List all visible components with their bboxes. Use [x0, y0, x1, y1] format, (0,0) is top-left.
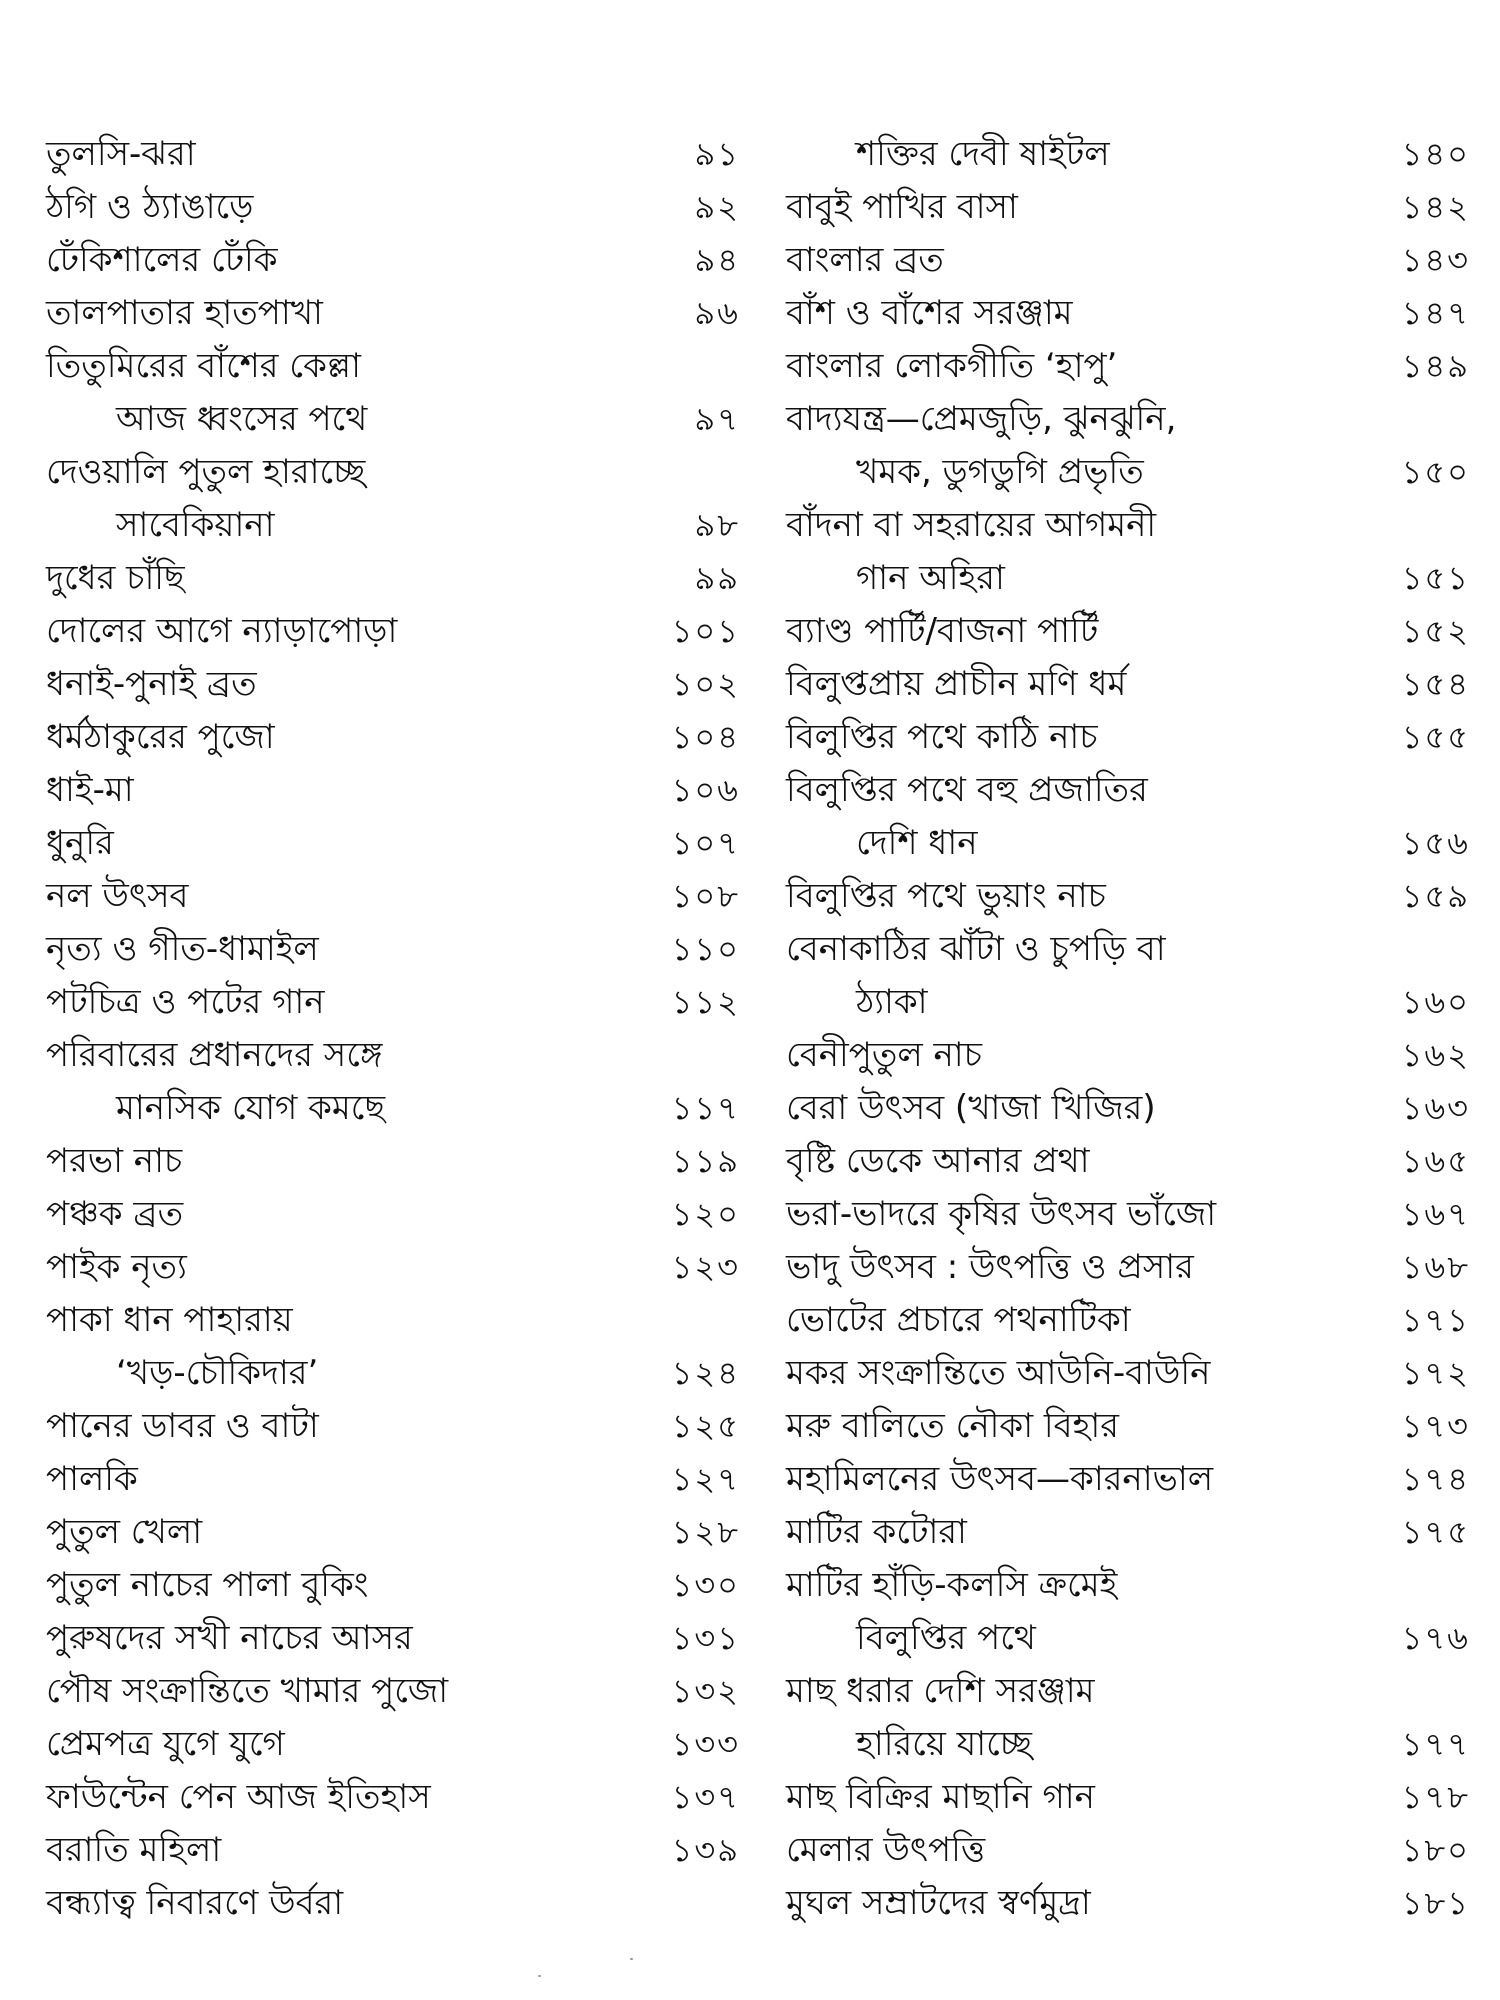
toc-entry-title: ফাউন্টেন পেন আজ ইতিহাস [46, 1777, 431, 1817]
toc-entry-page-number: ১০১ [671, 612, 740, 650]
toc-entry-title: দেশি ধান [856, 823, 978, 863]
toc-entry-title: বাবুই পাখির বাসা [786, 187, 1018, 227]
toc-entry-page-number: ১৩২ [671, 1672, 740, 1710]
toc-entry-title: খমক, ডুগডুগি প্রভৃতি [856, 452, 1144, 492]
toc-entry [40, 499, 740, 552]
toc-entry-page-number: ১৫৪ [1401, 665, 1470, 703]
toc-entry [40, 1188, 740, 1241]
toc-entry-title: মরু বালিতে নৌকা বিহার [786, 1406, 1119, 1446]
toc-entry-title: হারিয়ে যাচ্ছে [856, 1724, 1032, 1764]
toc-entry-page-number: ১১২ [671, 983, 740, 1021]
scan-speck [630, 1958, 633, 1960]
toc-entry-title: ধাই-মা [46, 770, 134, 810]
toc-entry-title: মাটির কটোরা [786, 1512, 967, 1552]
toc-entry-title: নল উৎসব [46, 876, 189, 916]
toc-entry [40, 1453, 740, 1506]
toc-entry [40, 1771, 740, 1824]
toc-entry [40, 1877, 740, 1930]
toc-entry-title: বেনাকাঠির ঝাঁটা ও চুপড়ি বা [786, 929, 1166, 969]
toc-entry [780, 1082, 1470, 1135]
toc-entry-title: বৃষ্টি ডেকে আনার প্রথা [786, 1141, 1090, 1181]
toc-entry [40, 923, 740, 976]
toc-entry-page-number: ১৪২ [1401, 188, 1470, 226]
toc-entry-page-number: ৯৭ [694, 400, 740, 438]
toc-entry-page-number: ১২৮ [671, 1513, 740, 1551]
contents-column-left [40, 128, 740, 1930]
toc-entry [780, 1506, 1470, 1559]
toc-entry-page-number: ৯৬ [694, 294, 740, 332]
toc-entry [780, 764, 1470, 817]
contents-column-right [780, 128, 1470, 1930]
toc-entry-title: ঢেঁকিশালের ঢেঁকি [46, 240, 278, 280]
toc-entry [40, 446, 740, 499]
toc-entry-title: মানসিক যোগ কমছে [116, 1088, 386, 1128]
toc-entry-page-number: ১৭৮ [1401, 1778, 1470, 1816]
toc-entry [40, 1612, 740, 1665]
toc-entry-title: পুতুল খেলা [46, 1512, 203, 1552]
toc-entry-title: পঞ্চক ব্রত [46, 1194, 184, 1234]
toc-entry-title: বাঁশ ও বাঁশের সরঞ্জাম [786, 293, 1073, 333]
toc-entry-page-number: ১৭৫ [1401, 1513, 1470, 1551]
toc-entry-page-number: ১৪৭ [1401, 294, 1470, 332]
toc-entry-page-number: ১৫৯ [1401, 877, 1470, 915]
toc-entry [780, 1400, 1470, 1453]
toc-entry [780, 870, 1470, 923]
toc-entry-title: মাছ বিক্রির মাছানি গান [786, 1777, 1095, 1817]
toc-entry-title: বিলুপ্তির পথে বহু প্রজাতির [786, 770, 1148, 810]
toc-entry-page-number: ১২৩ [671, 1248, 740, 1286]
toc-entry-title: মাছ ধরার দেশি সরঞ্জাম [786, 1671, 1095, 1711]
toc-entry [40, 1665, 740, 1718]
toc-entry [780, 1612, 1470, 1665]
toc-entry-page-number: ১০২ [671, 665, 740, 703]
toc-entry-page-number: ১৮০ [1401, 1831, 1470, 1869]
toc-entry [40, 817, 740, 870]
toc-entry [780, 711, 1470, 764]
toc-entry [780, 923, 1470, 976]
toc-entry [40, 1029, 740, 1082]
toc-entry [40, 552, 740, 605]
toc-entry-title: আজ ধ্বংসের পথে [116, 399, 368, 439]
toc-entry-title: ধনাই-পুনাই ব্রত [46, 664, 257, 704]
toc-entry [780, 1824, 1470, 1877]
toc-entry [40, 1082, 740, 1135]
toc-entry-title: পৌষ সংক্রান্তিতে খামার পুজো [46, 1671, 449, 1711]
toc-entry [780, 128, 1470, 181]
toc-entry-title: সাবেকিয়ানা [116, 505, 275, 545]
toc-entry [780, 605, 1470, 658]
toc-entry-page-number: ১০৮ [671, 877, 740, 915]
toc-entry-title: পটচিত্র ও পটের গান [46, 982, 325, 1022]
toc-entry-page-number: ৯২ [694, 188, 740, 226]
toc-entry-page-number: ১৩৭ [671, 1778, 740, 1816]
toc-entry-title: গান অহিরা [856, 558, 1005, 598]
toc-entry-title: দোলের আগে ন্যাড়াপোড়া [46, 611, 398, 651]
toc-entry-page-number: ১০৪ [671, 718, 740, 756]
toc-entry [40, 1400, 740, 1453]
toc-entry [40, 1718, 740, 1771]
toc-entry [40, 870, 740, 923]
toc-entry-page-number: ১০৭ [671, 824, 740, 862]
toc-entry-title: ভরা-ভাদরে কৃষির উৎসব ভাঁজো [786, 1194, 1217, 1234]
toc-entry-title: পালকি [46, 1459, 138, 1499]
toc-entry-title: ভোটের প্রচারে পথনাটিকা [786, 1300, 1131, 1340]
toc-entry [40, 393, 740, 446]
toc-entry-title: ‘খড়-চৌকিদার’ [116, 1353, 319, 1393]
toc-entry-page-number: ৯৯ [694, 559, 740, 597]
toc-entry-page-number: ৯৮ [694, 506, 740, 544]
toc-entry-title: বেরা উৎসব (খাজা খিজির) [786, 1088, 1156, 1128]
toc-entry-title: পরিবারের প্রধানদের সঙ্গে [46, 1035, 383, 1075]
toc-entry-page-number: ১৬০ [1401, 983, 1470, 1021]
toc-entry-title: বিলুপ্তপ্রায় প্রাচীন মণি ধর্ম [786, 664, 1127, 704]
toc-entry [780, 1294, 1470, 1347]
toc-entry-page-number: ১২৫ [671, 1407, 740, 1445]
toc-entry-page-number: ১৩৯ [671, 1831, 740, 1869]
toc-entry-page-number: ১৬৭ [1401, 1195, 1470, 1233]
toc-entry [40, 764, 740, 817]
toc-entry [780, 817, 1470, 870]
toc-entry-title: ব্যাণ্ড পার্টি/বাজনা পার্টি [786, 611, 1099, 651]
toc-entry-page-number: ১৭৬ [1401, 1619, 1470, 1657]
toc-entry-page-number: ১৬২ [1401, 1036, 1470, 1074]
toc-entry-page-number: ১৪০ [1401, 135, 1470, 173]
toc-entry-title: বেনীপুতুল নাচ [786, 1035, 982, 1075]
toc-entry-page-number: ১৩৩ [671, 1725, 740, 1763]
toc-entry [780, 552, 1470, 605]
toc-entry [780, 1029, 1470, 1082]
toc-entry [780, 287, 1470, 340]
toc-entry-page-number: ১৫০ [1401, 453, 1470, 491]
toc-entry-title: নৃত্য ও গীত-ধামাইল [46, 929, 319, 969]
toc-entry-page-number: ১৪৯ [1401, 347, 1470, 385]
toc-entry [40, 605, 740, 658]
toc-entry-title: ধুনুরি [46, 823, 114, 863]
toc-entry [40, 658, 740, 711]
toc-entry [40, 1294, 740, 1347]
toc-entry [780, 393, 1470, 446]
toc-entry-title: ঠ্যাকা [856, 982, 928, 1022]
toc-entry-title: পাকা ধান পাহারায় [46, 1300, 293, 1340]
toc-entry [40, 711, 740, 764]
toc-entry [780, 1877, 1470, 1930]
toc-entry-title: পরভা নাচ [46, 1141, 183, 1181]
toc-entry-title: বিলুপ্তির পথে ভুয়াং নাচ [786, 876, 1106, 916]
toc-entry [40, 287, 740, 340]
toc-entry [40, 1559, 740, 1612]
toc-entry-page-number: ১৭২ [1401, 1354, 1470, 1392]
toc-entry-title: ঠগি ও ঠ্যাঙাড়ে [46, 187, 254, 227]
toc-entry [40, 976, 740, 1029]
toc-entry-page-number: ১৫৫ [1401, 718, 1470, 756]
toc-entry-page-number: ১২০ [671, 1195, 740, 1233]
toc-entry-title: বরাতি মহিলা [46, 1830, 222, 1870]
toc-entry-page-number: ১৬৩ [1401, 1089, 1470, 1127]
toc-entry-title: বাঁদনা বা সহরায়ের আগমনী [786, 505, 1157, 545]
toc-entry [780, 499, 1470, 552]
toc-entry-title: বন্ধ্যাত্ব নিবারণে উর্বরা [46, 1883, 344, 1923]
toc-entry [40, 234, 740, 287]
toc-entry-page-number: ১৬৫ [1401, 1142, 1470, 1180]
toc-entry-title: পুরুষদের সখী নাচের আসর [46, 1618, 413, 1658]
toc-entry-title: বিলুপ্তির পথে কাঠি নাচ [786, 717, 1098, 757]
toc-entry-page-number: ১৫১ [1401, 559, 1470, 597]
toc-entry-title: পাইক নৃত্য [46, 1247, 187, 1287]
toc-entry [780, 1347, 1470, 1400]
toc-entry [40, 1135, 740, 1188]
toc-entry-page-number: ১৬৮ [1401, 1248, 1470, 1286]
toc-entry [780, 181, 1470, 234]
toc-entry-title: ভাদু উৎসব : উৎপত্তি ও প্রসার [786, 1247, 1194, 1287]
toc-entry-title: পুতুল নাচের পালা বুকিং [46, 1565, 369, 1605]
toc-entry-title: দেওয়ালি পুতুল হারাচ্ছে [46, 452, 366, 492]
toc-entry-page-number: ১১০ [671, 930, 740, 968]
toc-entry-title: তুলসি-ঝরা [46, 134, 196, 174]
toc-entry [40, 1824, 740, 1877]
toc-entry [40, 1347, 740, 1400]
toc-entry-title: তিতুমিরের বাঁশের কেল্লা [46, 346, 361, 386]
toc-entry-title: শক্তির দেবী ষাইটল [856, 134, 1110, 174]
toc-entry-page-number: ১৭৭ [1401, 1725, 1470, 1763]
toc-entry [780, 976, 1470, 1029]
toc-entry-page-number: ১৭৪ [1401, 1460, 1470, 1498]
toc-entry-page-number: ১২৭ [671, 1460, 740, 1498]
toc-entry [780, 1718, 1470, 1771]
toc-entry-page-number: ১৭৩ [1401, 1407, 1470, 1445]
toc-entry [780, 1559, 1470, 1612]
scan-speck [538, 1975, 541, 1977]
toc-entry-page-number: ৯৪ [694, 241, 740, 279]
toc-entry [40, 1506, 740, 1559]
toc-entry [780, 234, 1470, 287]
toc-entry [780, 1241, 1470, 1294]
toc-entry [780, 1665, 1470, 1718]
toc-entry [40, 340, 740, 393]
toc-entry [780, 1188, 1470, 1241]
toc-entry-page-number: ১২৪ [671, 1354, 740, 1392]
toc-entry-title: মেলার উৎপত্তি [786, 1830, 986, 1870]
toc-entry-title: বাদ্যযন্ত্র—প্রেমজুড়ি, ঝুনঝুনি, [786, 399, 1177, 439]
toc-entry-page-number: ১০৬ [671, 771, 740, 809]
toc-entry-title: ধর্মঠাকুরের পুজো [46, 717, 275, 757]
toc-entry [780, 658, 1470, 711]
toc-entry-page-number: ১৩১ [671, 1619, 740, 1657]
toc-entry [780, 1771, 1470, 1824]
toc-entry [780, 1453, 1470, 1506]
toc-entry-title: মকর সংক্রান্তিতে আউনি-বাউনি [786, 1353, 1211, 1393]
toc-entry [780, 340, 1470, 393]
toc-entry-title: বাংলার লোকগীতি ‘হাপু’ [786, 346, 1118, 386]
toc-entry-page-number: ১১৭ [671, 1089, 740, 1127]
toc-entry [40, 1241, 740, 1294]
toc-entry [40, 181, 740, 234]
toc-entry-title: দুধের চাঁছি [46, 558, 185, 598]
toc-entry-title: বাংলার ব্রত [786, 240, 944, 280]
toc-entry-page-number: ১৫২ [1401, 612, 1470, 650]
toc-entry-title: তালপাতার হাতপাখা [46, 293, 323, 333]
toc-entry-page-number: ১১৯ [671, 1142, 740, 1180]
toc-entry-page-number: ৯১ [694, 135, 740, 173]
toc-entry-title: প্রেমপত্র যুগে যুগে [46, 1724, 285, 1764]
toc-entry-page-number: ১৫৬ [1401, 824, 1470, 862]
toc-entry-title: পানের ডাবর ও বাটা [46, 1406, 319, 1446]
toc-entry-title: মহামিলনের উৎসব—কারনাভাল [786, 1459, 1214, 1499]
toc-entry-page-number: ১৭১ [1401, 1301, 1470, 1339]
toc-entry [780, 446, 1470, 499]
toc-entry-page-number: ১৪৩ [1401, 241, 1470, 279]
toc-entry-title: বিলুপ্তির পথে [856, 1618, 1036, 1658]
toc-entry-title: মাটির হাঁড়ি-কলসি ক্রমেই [786, 1565, 1118, 1605]
toc-entry-page-number: ১৮১ [1401, 1884, 1470, 1922]
toc-entry [780, 1135, 1470, 1188]
toc-entry-title: মুঘল সম্রাটদের স্বর্ণমুদ্রা [786, 1883, 1091, 1923]
toc-entry [40, 128, 740, 181]
toc-entry-page-number: ১৩০ [671, 1566, 740, 1604]
